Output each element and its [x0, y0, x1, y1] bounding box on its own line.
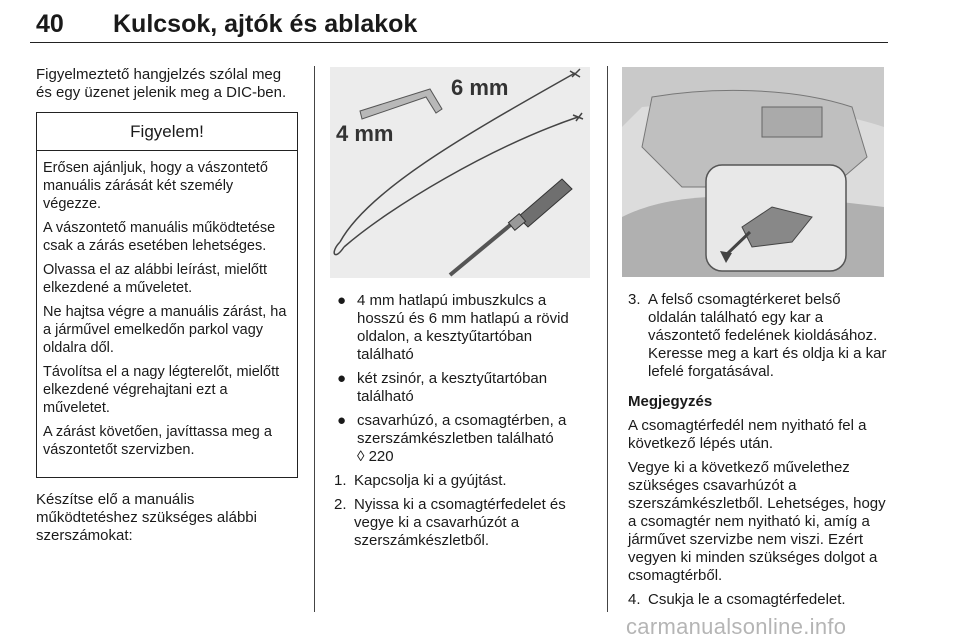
trunk-illustration	[622, 67, 884, 277]
note-text: A csomagtérfedél nem nyitható fel a következő lépés után.	[628, 417, 867, 452]
tools-intro-text: Készítse elő a manuális működtetéshez szükséges alábbi szerszámokat:	[36, 491, 257, 544]
warning-paragraph: Olvassa el az alábbi leírást, mielőtt elkezdené a műveletet.	[43, 262, 268, 296]
warning-paragraph: Ne hajtsa végre a manuális zárást, ha a járművel emelkedőn parkol vagy oldalra dől.	[43, 304, 287, 356]
column-divider	[607, 66, 608, 612]
instruction-paragraph: Vegye ki a következő művelethez szükséges csavarhúzót a szerszámkészletből. Lehetséges, hogy a csomagtér nem nyitható ki, amíg a járművet szervizbe nem viszi. Ezért vegyen ki minden szükséges dolgot a csomagtérből.	[628, 459, 886, 584]
page-number: 40	[36, 10, 64, 38]
warning-paragraph: Erősen ajánljuk, hogy a vászontető manuális zárását két személy végezze.	[43, 160, 268, 212]
warning-title: Figyelem!	[37, 113, 297, 151]
watermark: carmanualsonline.info	[626, 614, 847, 639]
tools-illustration	[330, 67, 590, 278]
page-reference-icon: ◊	[357, 448, 365, 465]
intro-text: Figyelmeztető hangjelzés szólal meg és egy üzenet jelenik meg a DIC-ben.	[36, 66, 287, 101]
step-item: 4. Csukja le a csomagtérfedelet.	[628, 591, 846, 608]
warning-paragraph: A vászontető manuális működtetése csak a zárás esetében lehetséges.	[43, 220, 276, 254]
list-item: ● 4 mm hatlapú imbuszkulcs a hosszú és 6 mm hatlapú a rövid oldalon, a kesztyűtartóban található	[337, 292, 569, 363]
warning-paragraph: A zárást követően, javíttassa meg a vászontetőt szervizben.	[43, 424, 272, 458]
column-divider	[314, 66, 315, 612]
instructions-column	[628, 291, 890, 615]
label-4mm: 4 mm	[336, 121, 394, 146]
list-item: ● csavarhúzó, a csomagtérben, a szerszámkészletben található ◊ 220	[337, 412, 567, 465]
warning-body	[37, 151, 297, 459]
step-item: 2. Nyissa ki a csomagtérfedelet és vegye ki a csavarhúzót a szerszámkészletből.	[334, 496, 566, 549]
bullet-icon: ●	[337, 412, 347, 429]
page-reference: 220	[368, 448, 394, 465]
warning-paragraph: Távolítsa el a nagy légterelőt, mielőtt elkezdené végrehajtani ezt a műveletet.	[43, 364, 280, 416]
chapter-title: Kulcsok, ajtók és ablakok	[113, 10, 418, 38]
step-item: 3. A felső csomagtérkeret belső oldalán található egy kar a vászontető fedelének kioldásához. Keresse meg a kart és oldja ki a kar lefelé forgatásával.	[628, 291, 887, 380]
tools-list	[334, 292, 592, 556]
page-header	[30, 6, 888, 43]
note-title: Megjegyzés	[628, 393, 713, 410]
trunk-drawing	[622, 67, 884, 277]
step-item: 1. Kapcsolja ki a gyújtást.	[334, 472, 507, 489]
label-6mm: 6 mm	[451, 75, 509, 100]
list-item: ● két zsinór, a kesztyűtartóban található	[337, 370, 548, 405]
warning-box	[36, 112, 298, 478]
bullet-icon: ●	[337, 370, 347, 387]
bullet-icon: ●	[337, 292, 347, 309]
